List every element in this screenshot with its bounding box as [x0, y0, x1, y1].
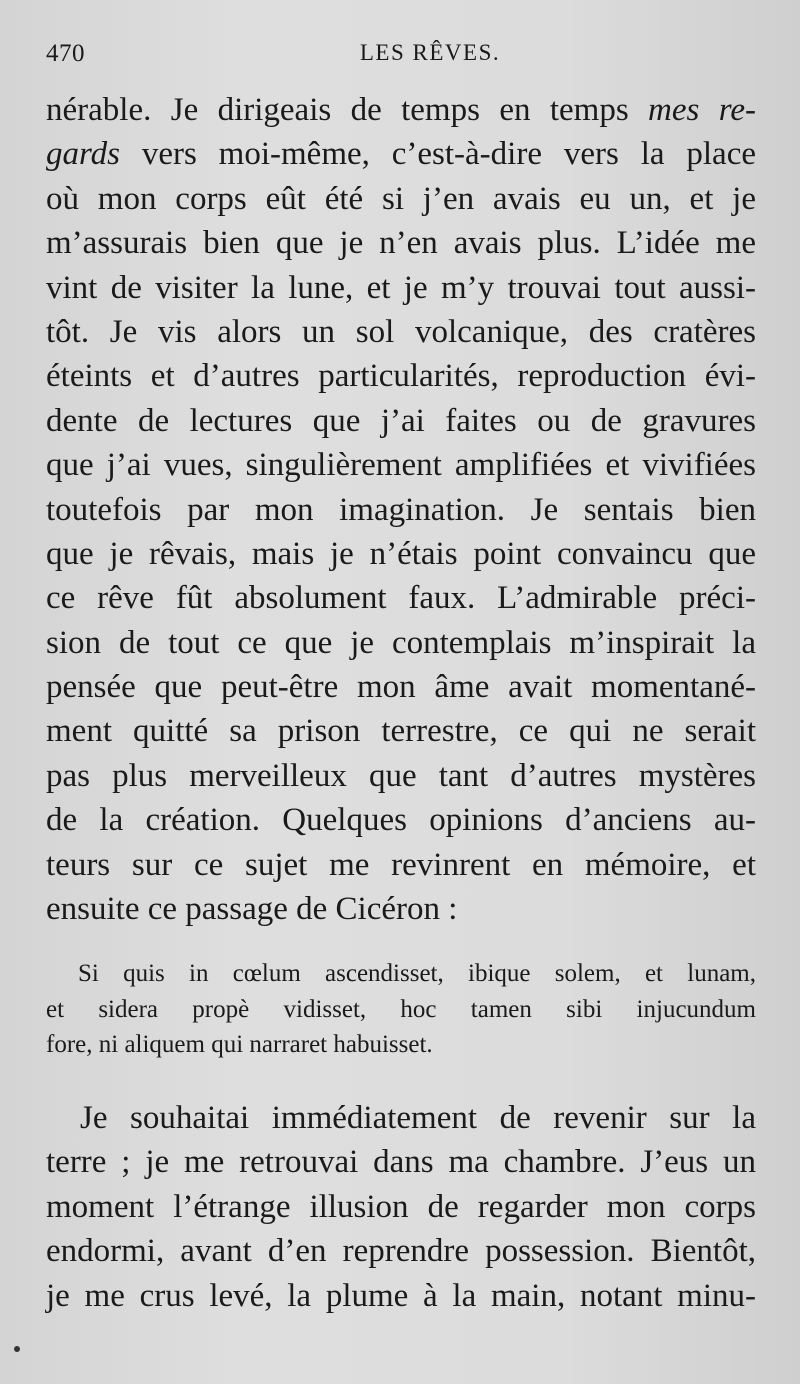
- quote-line: fore, ni aliquem qui narraret habuisset.: [46, 1031, 433, 1058]
- text-line: éteints et d’autres particularités, reproduction évi-: [46, 358, 756, 395]
- page-number: 470: [46, 40, 85, 67]
- text-line: tôt. Je vis alors un sol volcanique, des cratères: [46, 313, 756, 350]
- quote-line: Si quis in cœlum ascendisset, ibique solem, et lunam,: [78, 960, 756, 987]
- text-line: endormi, avant d’en reprendre possession. Bientôt,: [46, 1233, 756, 1270]
- text-line: pas plus merveilleux que tant d’autres mystères: [46, 757, 756, 794]
- text-line: ensuite ce passage de Cicéron :: [46, 891, 458, 928]
- line-rest: vers moi-même, c’est-à-dire vers la place: [119, 136, 756, 173]
- text-line: sion de tout ce que je contemplais m’inspirait la: [46, 624, 756, 661]
- text-line: ment quitté sa prison terrestre, ce qui ne serait: [46, 713, 756, 750]
- text-line: ce rêve fût absolument faux. L’admirable préci-: [46, 580, 756, 617]
- text-line: de la création. Quelques opinions d’anciens au-: [46, 802, 756, 839]
- page-header: [46, 40, 754, 80]
- italic-text: mes re-: [648, 92, 756, 128]
- text-line: [46, 132, 756, 176]
- text-line: terre ; je me retrouvai dans ma chambre. J’eus un: [46, 1144, 756, 1181]
- text-line: où mon corps eût été si j’en avais eu un, et je: [46, 180, 756, 217]
- text-line: que j’ai vues, singulièrement amplifiées et vivifiées: [46, 447, 756, 484]
- quote-line: et sidera propè vidisset, hoc tamen sibi injucundum: [46, 995, 756, 1023]
- text-line: Je souhaitai immédiatement de revenir sur la: [80, 1100, 756, 1136]
- ink-speck: [14, 1346, 20, 1352]
- text-line: je me crus levé, la plume à la main, notant minu-: [46, 1277, 756, 1314]
- latin-quotation: [46, 956, 756, 1063]
- text-line: vint de visiter la lune, et je m’y trouvai tout aussi-: [46, 269, 756, 306]
- paragraph-1: [46, 88, 756, 931]
- italic-text: gards: [46, 136, 120, 173]
- text-line: dente de lectures que j’ai faites ou de gravures: [46, 402, 756, 439]
- text-line: toutefois par mon imagination. Je sentais bien: [46, 491, 756, 528]
- text-line: nérable. Je dirigeais de temps en temps mes re-: [46, 92, 756, 128]
- text-line: m’assurais bien que je n’en avais plus. L’idée me: [46, 225, 756, 262]
- paragraph-2: [46, 1096, 756, 1318]
- text-line: teurs sur ce sujet me revinrent en mémoire, et: [46, 846, 756, 883]
- text-line: que je rêvais, mais je n’étais point convaincu que: [46, 535, 756, 572]
- text-line: pensée que peut-être mon âme avait momentané-: [46, 669, 756, 706]
- text-line: moment l’étrange illusion de regarder mon corps: [46, 1188, 756, 1225]
- running-title: LES RÊVES.: [359, 40, 501, 65]
